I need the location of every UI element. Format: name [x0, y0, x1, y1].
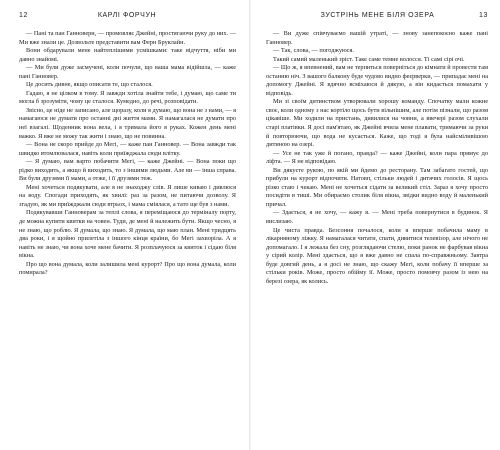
right-page-header — [266, 12, 488, 21]
paragraph: Ви дякуєте рукою, по якій ми йдемо до ресторану. Там забагато гостей, що прибули на курорт відпочити. Натовп, стільки людей і дитячих голосів. Я щось різко стаю і чекаю. Мені не хочеться сідати за великий стіл. Зараз я хочу просто посидіти в тиші. Ми обираємо столик біля вікна, звідки видно воду й маленький причал. — [266, 166, 488, 208]
paragraph: Це досить дивне, якщо описати те, що сталося. — [26, 81, 153, 89]
paragraph: — Пані та пан Ганновери, — промовляє Джейні, простягаючи руку до них. — Ми вже знали це. Дозвольте представити вам Ферн Бруклайн. — [19, 30, 236, 46]
paragraph: Про що вона думала, коли залишила мені курорт? Про що вона думала, коли помирала? — [19, 260, 236, 277]
right-running-head: ЗУСТРІНЬ МЕНЕ БІЛЯ ОЗЕРА — [320, 12, 435, 19]
paragraph: — Ви дуже співчуваємо вашій утраті, — знову занепокоєно каже пані Ганновер. — [266, 30, 488, 46]
paragraph: — Що ж, я впевнений, вам не терпиться поверніться до кімнати й провести там останню ніч. З вашого балкону буде чудово видно феєрверки, — припадає мені на допомогу Джейні. Я вдячно всміхаюся й дякую, а він кидається помахати у відповідь. — [266, 64, 488, 97]
paragraph: Такий самий маленький зріст. Таке саме темне волосся. Ті самі сірі очі. — [273, 55, 465, 63]
paragraph: Ми зі своїм дитинством утворювали хорошу команду. Спочатку мали кожне своє, коли одному з нас кортіло щось бути вільнішим, але потім пізнали, що разом цікавіше. Ми ходили на пристань, дивилися на човни, а ввечері разом слухали старі платівки. Я досі пам'ятаю, як Джейні вчила мене плавати, тримаючи за руки й повторюючи, що вода не кусається. Каже, що тоді я була найсміливішою дитиною на озері. — [266, 98, 488, 149]
right-page-text — [266, 30, 488, 286]
paragraph: Гадаю, я не цілком в тому. Я завжди хотіла знайти тебе, і думаю, що саме ти могла б зрозуміти, чому це сталося. Кумедно, до речі, розповідати. — [19, 89, 236, 106]
paragraph: — Здається, я не хочу, — кажу я. — Мені треба повернутися в будинок. Я вислизаю. — [266, 209, 488, 226]
paragraph: Мені хочеться подякувати, але я не знаходжу слів. Я лише киваю і дивлюся на воду. Спогади приходять, як хвилі: раз за разом, не питаючи дозволу. Я згадую, як ми приїжджали сюди втрьох, і мама сміялася, а тато ще був з нами. — [19, 183, 236, 208]
left-running-head: КАРЛІ ФОРЧУН — [97, 12, 157, 19]
paragraph: Вони обдарували мене найтеплішими усмішками: таке відчуття, ніби ми давно знайомі. — [19, 47, 236, 63]
left-page-text — [19, 30, 236, 278]
paragraph: Подякувавши Ганноверам за теплі слова, я переміщаюся до терміналу порту, де можна купити квитки на човен. Туди, де мені й належить бути. Якщо чесно, я не знаю, що роблю. Я думала, що знаю. Я думала, що маю план. Мені тридцять два роки, і я щойно прилетіла з іншого кінця країни, бо Мегі захворіла. А я навіть не знаю, чи вона хоче мене бачити. Я розплачуюся за квиток і сідаю біля вікна. — [19, 209, 236, 260]
right-page — [250, 0, 500, 450]
left-page-number: 12 — [19, 12, 28, 19]
paragraph: — Так, слова, — погоджуюся. — [273, 47, 354, 55]
paragraph: — Ми були дуже засмучені, коли почули, що ваша мама відійшла, — каже пані Ганновер. — [19, 64, 236, 80]
paragraph: — Усе не так уже й погано, правда? — каже Джейні, коли пара прямує до ліфта. — Я не відповідаю. — [266, 149, 488, 166]
right-page-number: 13 — [478, 12, 488, 19]
paragraph: — Я думаю, вам варто побачити Мегі, — каже Джейні. — Вона поки що рідко виходить, а якщо й виходить, то з іншими людьми. Але ви — інша справа. Ви були друзями її мами, а отже, і її друзями теж. — [19, 158, 236, 183]
paragraph: — Вона не скоро прийде до Мегі, — каже пан Ганновер. — Вона завжди так швидко втомлювалася, навіть коли приїжджала сюди влітку. — [19, 141, 236, 157]
paragraph: Звісно, це ніде не записано, але щоразу, коли я думаю, що вона не з нами, — я намагаюся не думати про останні дні життя мами. Я намагалася не думати про неї взагалі. Щоденник вона вела, і я тримала його в руках. Кожен день мені важко. Я вже не можу так жити і знаю, що не повинна. — [19, 106, 236, 140]
left-page-header — [19, 12, 236, 21]
paragraph: Це чиста правда. Безсоння почалося, коли я вперше побачила маму в лікарняному ліжку. Я намагалася читати, спати, дивитися телевізор, але нічого не допомагало. І я лежала без сну, розглядаючи стелю, поки ранок не фарбував вікна у сірий колір. Мені здається, що я вже давно не спала по-справжньому. Завтра буде довгий день, а я досі не знаю, що скажу Мегі, коли побачу її вперше за стільки років. Може, просто обійму її. Може, просто помовчу разом із нею на березі озера, як колись. — [266, 226, 488, 285]
